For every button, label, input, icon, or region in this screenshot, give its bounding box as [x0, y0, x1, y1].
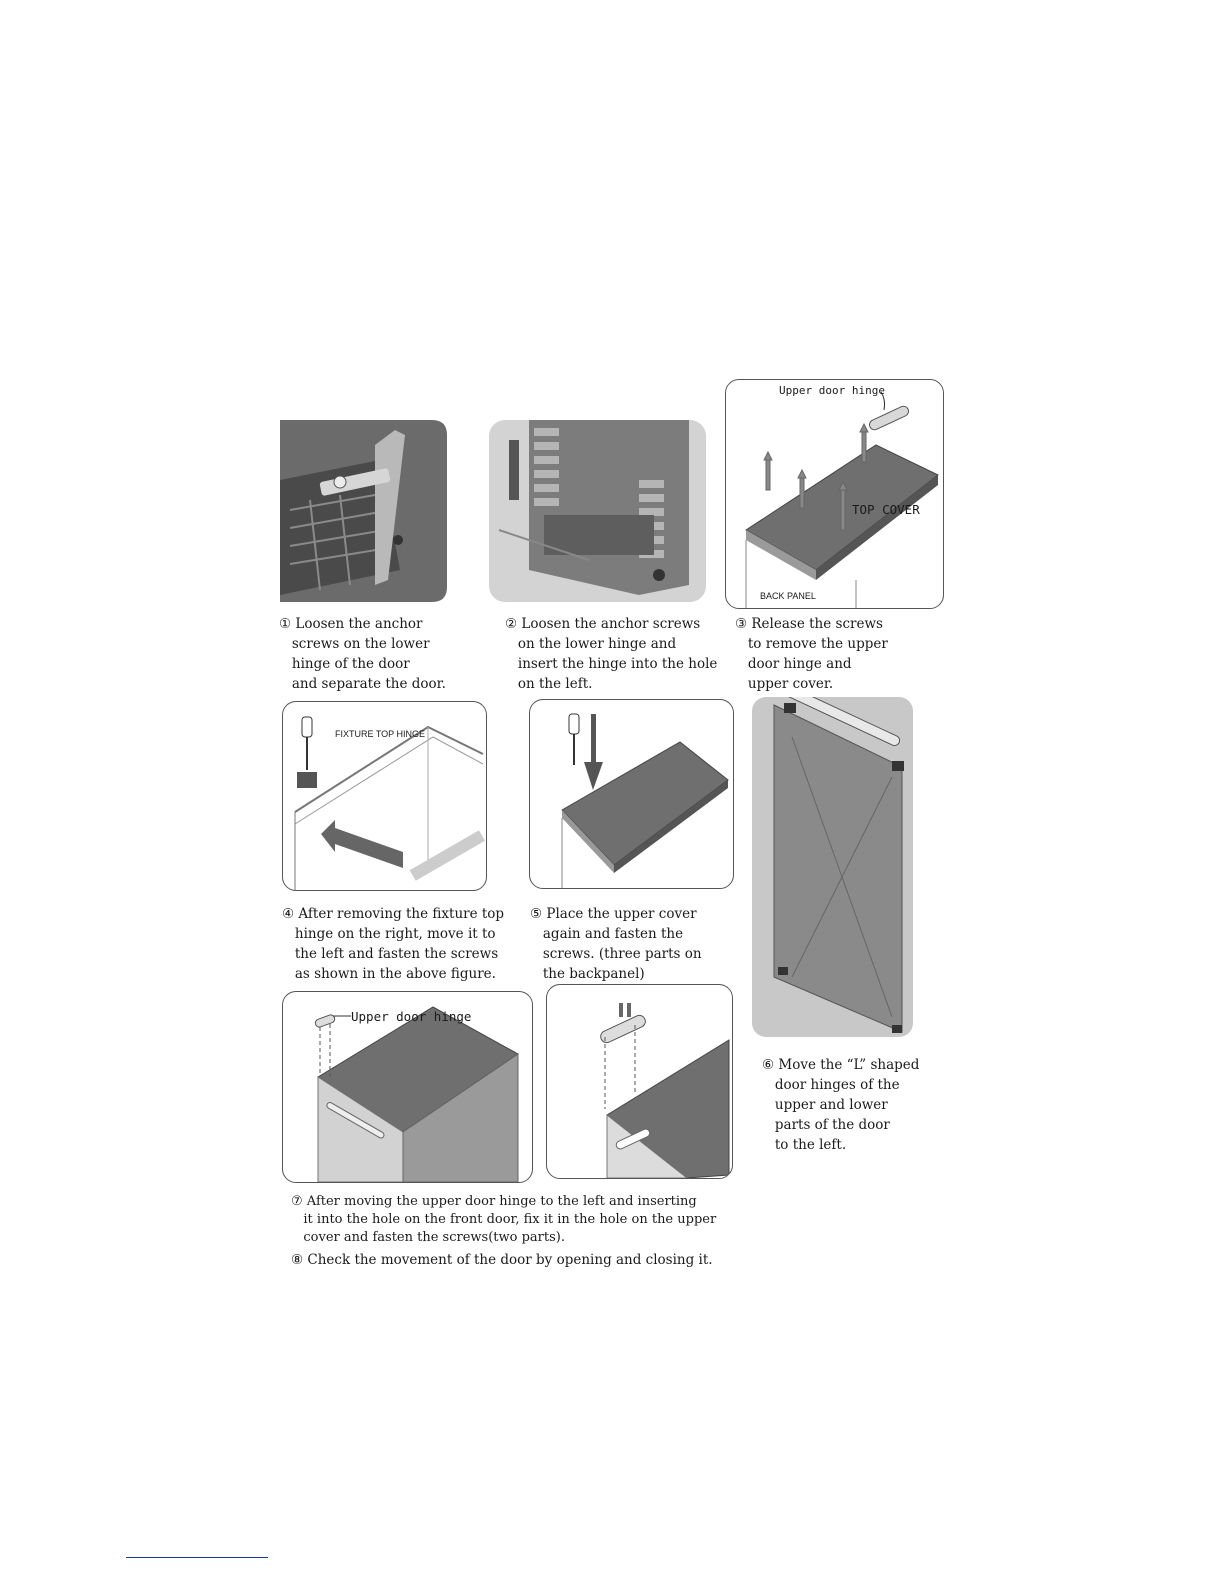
step-4-caption: ④ After removing the fixture top hinge on the right, move it to the left and fasten the screws as shown in the above figure. [282, 906, 505, 982]
figure-step-7b [546, 984, 733, 1179]
upper-door-hinge-label: Upper door hinge [779, 384, 885, 397]
upper-door-hinge-label-7: Upper door hinge [351, 1009, 472, 1024]
figure-step-3 [725, 379, 944, 609]
back-panel-label: BACK PANEL [760, 591, 816, 601]
step-3-caption: ③ Release the screws to remove the upper door hinge and upper cover. [735, 616, 888, 692]
figure-step-7a [282, 991, 533, 1183]
step-8-caption: ⑧ Check the movement of the door by opening and closing it. [291, 1252, 713, 1268]
figure-step-2 [489, 420, 706, 602]
step-5-caption: ⑤ Place the upper cover again and fasten the screws. (three parts on the backpanel) [530, 906, 702, 982]
step-6-caption: ⑥ Move the “L” shaped door hinges of the upper and lower parts of the door to the left. [762, 1057, 920, 1153]
figure-step-4 [282, 701, 487, 891]
step-7-caption: ⑦ After moving the upper door hinge to the left and inserting it into the hole on the front door, fix it in the hole on the upper cover and fasten the screws(two parts). [291, 1194, 717, 1245]
figure-step-1 [280, 420, 447, 602]
figure-step-5 [529, 699, 734, 889]
figure-step-6 [752, 697, 913, 1037]
step-2-caption: ② Loosen the anchor screws on the lower hinge and insert the hinge into the hole on the left. [505, 616, 718, 692]
top-cover-label: TOP COVER [852, 502, 920, 517]
fixture-top-hinge-label: FIXTURE TOP HINGE [335, 729, 426, 739]
footer-rule [126, 1557, 268, 1558]
step-1-caption: ① Loosen the anchor screws on the lower hinge of the door and separate the door. [279, 616, 446, 692]
